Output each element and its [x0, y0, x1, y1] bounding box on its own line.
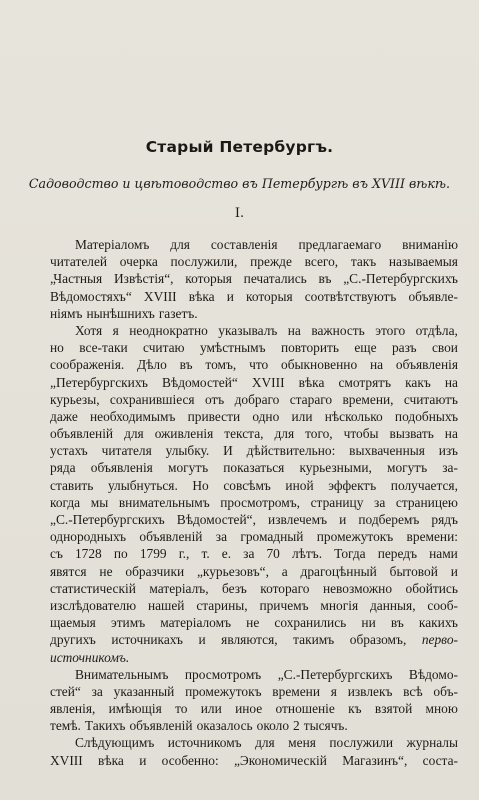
article-title: Старый Петербургъ. [145, 138, 334, 156]
text-line: объявленій для оживленія текста, для того, чтобы вызвать на [50, 426, 458, 442]
article-subtitle: Садоводство и цвѣтоводство въ Петербургѣ въ XVIII вѣкѣ. [28, 176, 451, 191]
text-line: явятся не образчики „курьезовъ“, а драгоцѣнный бытовой и [50, 563, 458, 579]
text-line: изслѣдователю нашей старины, причемъ многія данныя, сооб- [50, 597, 458, 613]
text-line: соображенія. Дѣло въ томъ, что обыкновенно на объявленія [50, 357, 458, 373]
text-line: Матеріаломъ для составленія предлагаемаго вниманію [75, 237, 458, 252]
text-line: съ 1728 по 1799 г., т. е. за 70 лѣтъ. Тогда передъ нами [50, 546, 458, 562]
text-line: статистическій матеріалъ, безъ котораго невозможно обойтись [50, 580, 458, 596]
text-line: источникомъ. [50, 649, 130, 665]
paragraph [50, 236, 458, 322]
text-line: темѣ. Такихъ объявленій оказалось около 2 тысячъ. [50, 718, 348, 734]
text-line: стей“ за указанный промежутокъ времени я извлекъ всѣ объ- [50, 683, 458, 699]
paragraph [50, 666, 458, 735]
text-line: Хотя я неоднократно указывалъ на важность этого отдѣла, [75, 322, 458, 338]
paragraph [50, 734, 458, 768]
text-line: Вѣдомостяхъ“ XVIII вѣка и которыя соотвѣтствуютъ объявле- [50, 288, 458, 304]
text-line: читателей очерка послужили, прежде всего, такъ называемыя [50, 254, 458, 270]
text-line: „Частныя Извѣстія“, которыя печатались въ „С.-Петербургскихъ [50, 271, 458, 287]
text-line: явленія, имѣющія то или иное отношеніе къ взятой мною [50, 701, 458, 717]
text-line: Внимательнымъ просмотромъ „С.-Петербургскихъ Вѣдомо- [75, 666, 458, 682]
text-line: когда мы внимательнымъ просмотромъ, страницу за страницею [50, 494, 458, 510]
text-line: щаемыя этимъ матеріаломъ не сохранились ни въ какихъ [50, 615, 458, 631]
text-line: другихъ источникахъ и являются, такимъ образомъ, перво- [50, 632, 458, 648]
paragraph [50, 322, 458, 666]
text-line: курьезы, сохранившіеся отъ добраго стараго времени, считаютъ [50, 391, 458, 407]
section-number: I. [234, 206, 245, 221]
text-line: „С.-Петербургскихъ Вѣдомостей“, извлечемъ и подберемъ рядъ [50, 512, 458, 527]
text-line: „Петербургскихъ Вѣдомостей“ XVIII вѣка смотрятъ какъ на [50, 374, 458, 390]
text-line: ніямъ нынѣшнихъ газетъ. [50, 305, 198, 321]
text-line: даже необходимымъ привести одно или нѣсколько подобныхъ [50, 408, 458, 424]
article-body [50, 236, 458, 769]
text-line: XVIII вѣка и особенно: „Экономическій Магазинъ“, соста- [50, 752, 458, 768]
text-line: устахъ читателя улыбку. И дѣйствительно: выхваченныя изъ [50, 443, 458, 459]
text-line: ставить улыбнуться. Но совсѣмъ иной эффектъ получается, [50, 477, 458, 493]
text-line: Слѣдующимъ источникомъ для меня послужили журналы [75, 735, 458, 751]
text-line: ряда объявленія могутъ показаться курьезными, могутъ за- [50, 460, 458, 476]
text-line: но все-таки считаю умѣстнымъ повторить еще разъ свои [50, 340, 458, 356]
text-line: однородныхъ объявленій за громадный промежутокъ времени: [50, 529, 458, 545]
